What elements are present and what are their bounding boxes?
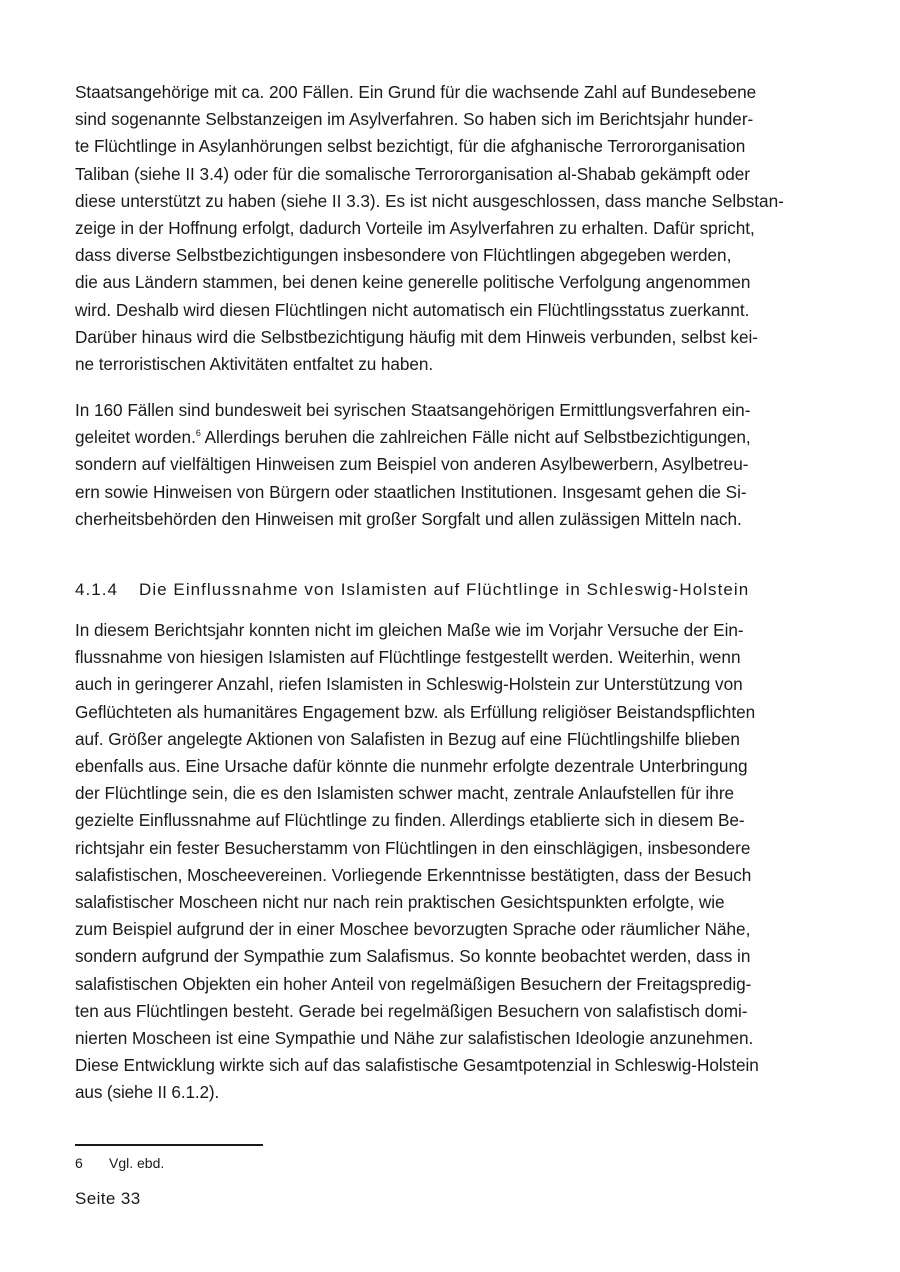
text-line: te Flüchtlinge in Asylanhörungen selbst bezichtigt, für die afghanische Terrororganisation bbox=[75, 136, 746, 157]
section-number: 4.1.4 bbox=[75, 580, 119, 599]
text-line: nierten Moscheen ist eine Sympathie und Nähe zur salafistischen Ideologie anzunehmen. bbox=[75, 1028, 754, 1049]
page-number: Seite 33 bbox=[75, 1189, 141, 1208]
text-line: der Flüchtlinge sein, die es den Islamisten schwer macht, zentrale Anlaufstellen für ihre bbox=[75, 783, 735, 804]
text-line: cherheitsbehörden den Hinweisen mit großer Sorgfalt und allen zulässigen Mitteln nach. bbox=[75, 508, 742, 529]
paragraph-section-body bbox=[75, 617, 830, 1107]
text-line: salafistischen, Moscheevereinen. Vorliegende Erkenntnisse bestätigten, dass der Besuch bbox=[75, 864, 752, 885]
text-line: sondern auf vielfältigen Hinweisen zum Beispiel von anderen Asylbewerbern, Asylbetreu- bbox=[75, 454, 749, 475]
text-line: dass diverse Selbstbezichtigungen insbesondere von Flüchtlingen abgegeben werden, bbox=[75, 245, 732, 266]
text-line: salafistischen Objekten ein hoher Anteil von regelmäßigen Besuchern der Freitagspredig- bbox=[75, 973, 752, 994]
footnote-separator bbox=[75, 1144, 263, 1146]
text-line: Staatsangehörige mit ca. 200 Fällen. Ein Grund für die wachsende Zahl auf Bundesebene bbox=[75, 82, 757, 102]
text-line: die aus Ländern stammen, bei denen keine generelle politische Verfolgung angenommen bbox=[75, 272, 751, 293]
text-line: auf. Größer angelegte Aktionen von Salafisten in Bezug auf eine Flüchtlingshilfe blieben bbox=[75, 728, 740, 749]
text-line: Diese Entwicklung wirkte sich auf das salafistische Gesamtpotenzial in Schleswig-Holstein bbox=[75, 1055, 759, 1076]
paragraph-intro bbox=[75, 79, 830, 378]
text-line: In 160 Fällen sind bundesweit bei syrischen Staatsangehörigen Ermittlungsverfahren ein- bbox=[75, 400, 751, 420]
text-line: flussnahme von hiesigen Islamisten auf Flüchtlinge festgestellt werden. Weiterhin, wenn bbox=[75, 647, 741, 668]
paragraph-syrian-cases bbox=[75, 397, 830, 533]
text-line: gezielte Einflussnahme auf Flüchtlinge zu finden. Allerdings etablierte sich in diesem Be- bbox=[75, 810, 745, 831]
text-line: diese unterstützt zu haben (siehe II 3.3). Es ist nicht ausgeschlossen, dass manche Selbstan- bbox=[75, 190, 784, 211]
text-segment: Allerdings beruhen die zahlreichen Fälle nicht auf Selbstbezichtigungen, bbox=[200, 427, 751, 448]
text-line: sind sogenannte Selbstanzeigen im Asylverfahren. So haben sich im Berichtsjahr hunder- bbox=[75, 109, 754, 130]
text-line: zum Beispiel aufgrund der in einer Moschee bevorzugten Sprache oder räumlicher Nähe, bbox=[75, 919, 751, 940]
text-line: In diesem Berichtsjahr konnten nicht im gleichen Maße wie im Vorjahr Versuche der Ein- bbox=[75, 620, 744, 640]
footnote-text: Vgl. ebd. bbox=[109, 1155, 165, 1171]
text-line: richtsjahr ein fester Besucherstamm von Flüchtlingen in den einschlägigen, insbesondere bbox=[75, 837, 751, 858]
text-segment: geleitet worden. bbox=[75, 427, 196, 448]
text-line: ebenfalls aus. Eine Ursache dafür könnte die nunmehr erfolgte dezentrale Unterbringung bbox=[75, 756, 748, 777]
text-line: aus (siehe II 6.1.2). bbox=[75, 1082, 220, 1103]
text-line: ne terroristischen Aktivitäten entfaltet zu haben. bbox=[75, 354, 434, 375]
text-line: wird. Deshalb wird diesen Flüchtlingen nicht automatisch ein Flüchtlingsstatus zuerkannt. bbox=[75, 299, 750, 320]
footnote-reference[interactable]: 6 bbox=[195, 428, 201, 439]
text-line: salafistischer Moscheen nicht nur nach rein praktischen Gesichtspunkten erfolgte, wie bbox=[75, 892, 725, 913]
footnote-number: 6 bbox=[75, 1155, 83, 1171]
footnote bbox=[75, 1153, 164, 1173]
text-line: sondern aufgrund der Sympathie zum Salafismus. So konnte beobachtet werden, dass in bbox=[75, 946, 751, 967]
text-line: Geflüchteten als humanitäres Engagement bzw. als Erfüllung religiöser Beistandspflichten bbox=[75, 701, 756, 722]
text-line: Darüber hinaus wird die Selbstbezichtigung häufig mit dem Hinweis verbunden, selbst kei- bbox=[75, 326, 758, 347]
section-heading bbox=[75, 576, 835, 604]
text-line: zeige in der Hoffnung erfolgt, dadurch Vorteile im Asylverfahren zu erhalten. Dafür spricht, bbox=[75, 218, 755, 239]
text-line: auch in geringerer Anzahl, riefen Islamisten in Schleswig-Holstein zur Unterstützung von bbox=[75, 674, 743, 695]
text-line: ten aus Flüchtlingen besteht. Gerade bei regelmäßigen Besuchern von salafistisch domi- bbox=[75, 1000, 748, 1021]
section-title: Die Einflussnahme von Islamisten auf Flüchtlinge in Schleswig-Holstein bbox=[139, 580, 750, 599]
text-line: Taliban (siehe II 3.4) oder für die somalische Terrororganisation al-Shabab gekämpft oder bbox=[75, 163, 750, 184]
text-line bbox=[75, 424, 830, 451]
text-line: ern sowie Hinweisen von Bürgern oder staatlichen Institutionen. Insgesamt gehen die Si- bbox=[75, 481, 747, 502]
